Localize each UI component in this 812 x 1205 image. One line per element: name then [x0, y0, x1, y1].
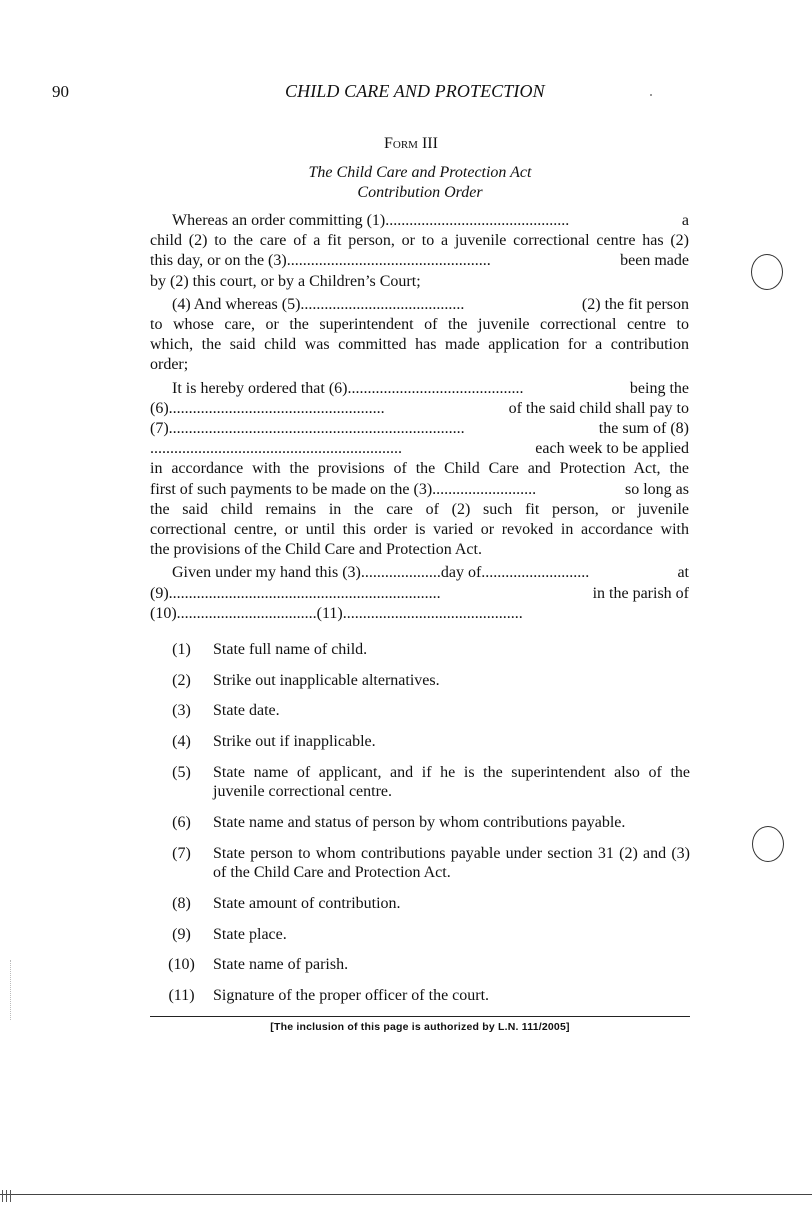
text-fragment: so long as — [625, 480, 689, 498]
line — [150, 399, 689, 419]
ink-speck — [650, 94, 652, 96]
note-text: Strike out if inapplicable. — [213, 733, 376, 751]
text-fragment: (7).......................................................................... — [150, 420, 465, 438]
note-item — [150, 671, 690, 691]
line: to whose care, or the superintendent of the juvenile correctional centre to — [150, 316, 689, 334]
authorization-note: [The inclusion of this page is authorized by L.N. 111/2005] — [270, 1021, 570, 1033]
note-item — [150, 986, 690, 1006]
scan-edge-tick — [2, 1190, 3, 1202]
margin-marks — [10, 960, 12, 1020]
line — [150, 419, 689, 439]
footer-rule — [150, 1016, 690, 1017]
line: (10)...................................(11)............................................. — [150, 604, 523, 622]
running-title: CHILD CARE AND PROTECTION — [285, 81, 545, 101]
note-item — [150, 844, 690, 883]
note-text: State name of parish. — [213, 956, 349, 974]
order-body — [150, 211, 689, 627]
note-item — [150, 763, 690, 802]
line — [150, 211, 689, 231]
text-fragment: each week to be applied — [535, 440, 689, 458]
line — [150, 251, 689, 271]
text-fragment: (4) And whereas (5)......................................... — [172, 295, 465, 313]
line — [150, 295, 689, 315]
text-fragment: being the — [629, 379, 689, 397]
note-text: State place. — [213, 925, 287, 943]
text-fragment: (6)...................................................... — [150, 399, 385, 417]
text-fragment: in the parish of — [592, 584, 689, 602]
text-fragment: ...day of........................... — [428, 564, 590, 582]
notes-list — [150, 640, 690, 1017]
text-fragment: Given under my hand this (3)................. — [172, 564, 429, 582]
scan-edge-line — [0, 1194, 812, 1195]
order-name: Contribution Order — [357, 184, 483, 201]
note-number: (9) — [172, 925, 191, 943]
text-fragment: been made — [620, 252, 689, 270]
line — [150, 379, 689, 399]
punch-hole — [751, 254, 783, 290]
text-fragment: the sum of (8) — [598, 420, 689, 438]
note-number: (3) — [172, 702, 191, 720]
note-item — [150, 732, 690, 752]
page-number: 90 — [52, 82, 69, 101]
line: the said child remains in the care of (2) such fit person, or juvenile — [150, 500, 689, 518]
scan-edge-tick — [6, 1190, 7, 1202]
text-fragment: (2) the fit person — [581, 295, 689, 313]
text-fragment: (9).................................................................... — [150, 584, 441, 602]
note-item — [150, 640, 690, 660]
line: in accordance with the provisions of the Child Care and Protection Act, the — [150, 460, 689, 478]
note-text: State full name of child. — [213, 641, 368, 658]
note-item — [150, 701, 690, 721]
note-number: (5) — [172, 763, 191, 781]
paragraph-and-whereas — [150, 295, 689, 376]
note-item — [150, 925, 690, 945]
note-text: State person to whom contributions payable under section 31 (2) and (3) of the Child Care and Protection Act. — [213, 844, 690, 882]
punch-hole — [752, 826, 784, 862]
line: the provisions of the Child Care and Protection Act. — [150, 541, 482, 559]
note-number: (1) — [172, 641, 191, 658]
note-text: Strike out inapplicable alternatives. — [213, 671, 440, 689]
paragraph-given — [150, 563, 689, 624]
text-fragment: a — [681, 212, 689, 229]
line: which, the said child was committed has made application for a contribution — [150, 336, 689, 354]
text-fragment: at — [677, 564, 689, 582]
paragraph-whereas — [150, 211, 689, 292]
line: by (2) this court, or by a Children’s Court; — [150, 272, 421, 290]
text-fragment: this day, or on the (3)................................................... — [150, 252, 491, 270]
text-fragment: It is hereby ordered that (6)............................................ — [172, 379, 524, 397]
note-item — [150, 894, 690, 914]
note-text: State name of applicant, and if he is the superintendent also of the juvenile correctional centre. — [213, 763, 690, 801]
form-title: Form III — [384, 135, 438, 152]
note-number: (10) — [168, 956, 195, 974]
line — [150, 563, 689, 583]
note-text: Signature of the proper officer of the court. — [213, 986, 490, 1004]
text-fragment: of the said child shall pay to — [508, 399, 689, 417]
act-title-block — [300, 163, 540, 203]
line: child (2) to the care of a fit person, or to a juvenile correctional centre has (2) — [150, 232, 689, 250]
line — [150, 439, 689, 459]
note-text: State amount of contribution. — [213, 894, 401, 912]
note-number: (6) — [172, 813, 191, 831]
paragraph-ordered — [150, 379, 689, 561]
note-number: (11) — [168, 986, 195, 1004]
line: order; — [150, 356, 189, 374]
scan-edge-tick — [10, 1190, 11, 1202]
note-number: (4) — [172, 733, 191, 751]
line — [150, 584, 689, 604]
text-fragment — [172, 563, 589, 583]
line — [150, 480, 689, 500]
note-text: State date. — [213, 702, 280, 720]
note-number: (8) — [172, 894, 191, 912]
note-item — [150, 813, 690, 833]
text-fragment: ............................................................... — [150, 440, 402, 458]
note-number: (7) — [172, 844, 191, 862]
line: correctional centre, or until this order is varied or revoked in accordance with — [150, 521, 689, 539]
note-item — [150, 955, 690, 975]
act-name: The Child Care and Protection Act — [308, 164, 532, 181]
note-number: (2) — [172, 671, 191, 689]
text-fragment: Whereas an order committing (1).............................................. — [172, 212, 570, 229]
note-text: State name and status of person by whom contributions payable. — [213, 813, 626, 831]
text-fragment: first of such payments to be made on the (3).......................... — [150, 480, 537, 498]
